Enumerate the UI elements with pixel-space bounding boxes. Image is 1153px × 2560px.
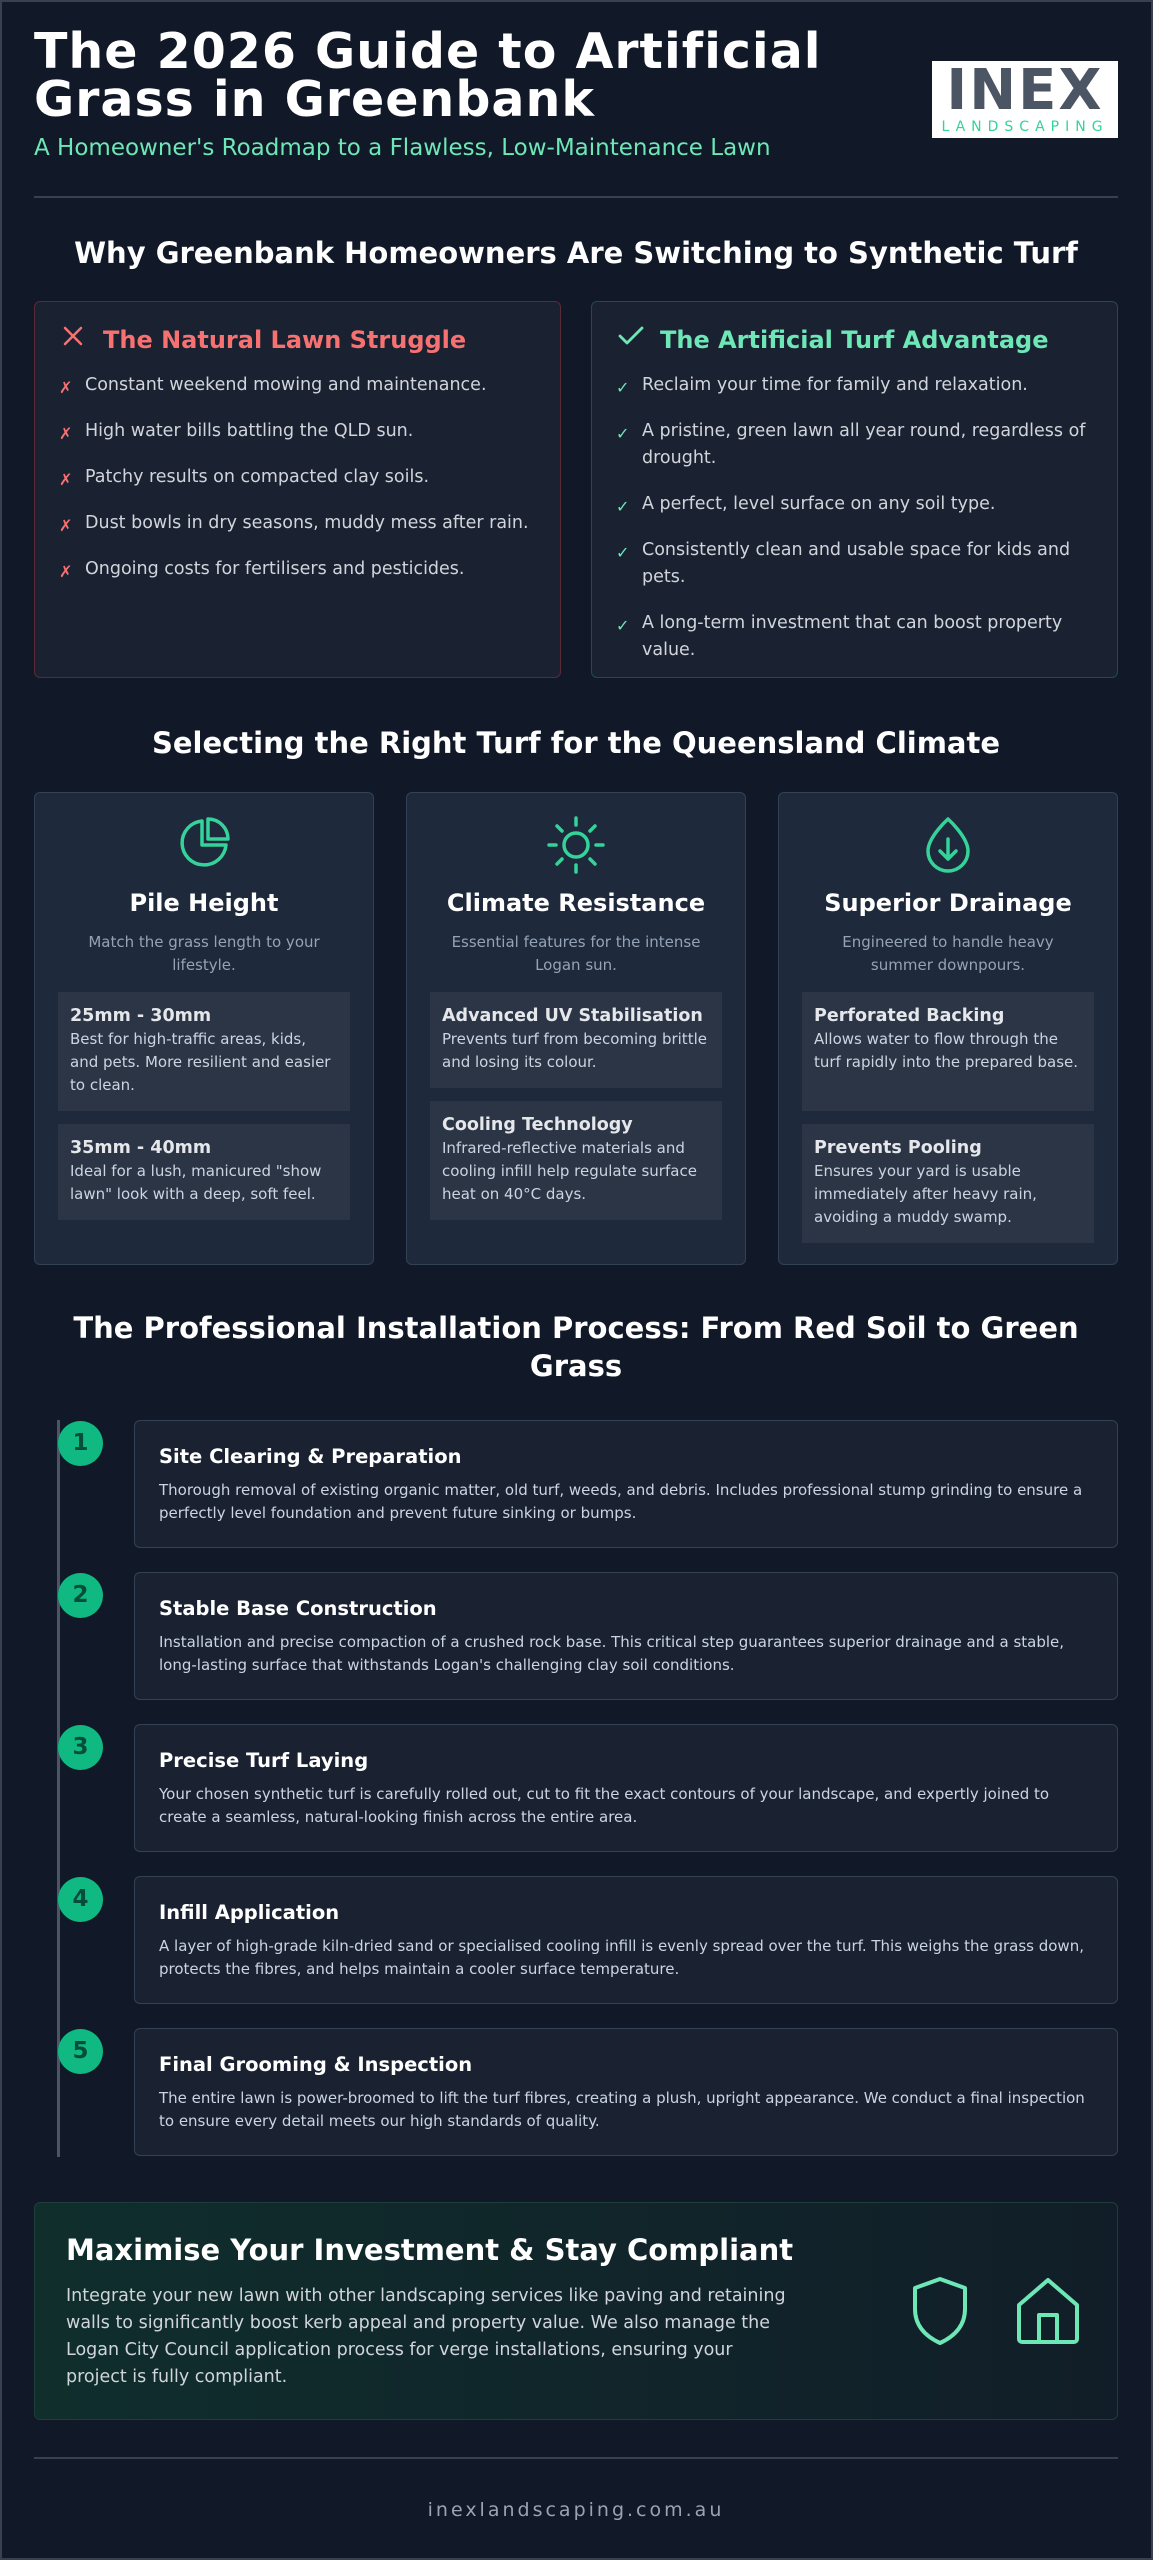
why-section-title: Why Greenbank Homeowners Are Switching to Synthetic Turf bbox=[74, 236, 1078, 270]
artificial-turf-panel bbox=[591, 301, 1118, 678]
sun-icon bbox=[407, 815, 745, 879]
list-item bbox=[616, 537, 1093, 591]
list-item bbox=[59, 510, 536, 537]
house-icon bbox=[1015, 2275, 1081, 2351]
check-mark-icon: ✓ bbox=[616, 378, 630, 397]
card-title: Climate Resistance bbox=[446, 889, 706, 917]
list-item-text: High water bills battling the QLD sun. bbox=[85, 421, 414, 441]
logo-wordmark: INEX bbox=[946, 58, 1104, 123]
step-description: Your chosen synthetic turf is carefully rolled out, cut to fit the exact contours of your landscape, and expertly joined to create a seamless, natural-looking finish across the entire area. bbox=[159, 1785, 1050, 1826]
list-item-text: Dust bowls in dry seasons, muddy mess after rain. bbox=[85, 513, 529, 533]
process-step bbox=[134, 2028, 1118, 2156]
footer-website[interactable]: inexlandscaping.com.au bbox=[427, 2499, 725, 2521]
natural-lawn-list bbox=[59, 372, 536, 602]
step-number: 3 bbox=[58, 1725, 103, 1770]
process-step bbox=[134, 1724, 1118, 1852]
option-title: 35mm - 40mm bbox=[70, 1138, 212, 1158]
option-description: Prevents turf from becoming brittle and losing its colour. bbox=[442, 1030, 707, 1071]
callout-title: Maximise Your Investment & Stay Compliant bbox=[66, 2233, 794, 2267]
list-item bbox=[616, 610, 1093, 664]
option-title: Prevents Pooling bbox=[814, 1138, 982, 1158]
option-description: Ideal for a lush, manicured "show lawn" look with a deep, soft feel. bbox=[70, 1162, 322, 1203]
option-box bbox=[58, 1124, 350, 1220]
list-item-text: Constant weekend mowing and maintenance. bbox=[85, 375, 487, 395]
option-box bbox=[802, 1124, 1094, 1243]
cross-mark-icon: ✗ bbox=[59, 424, 73, 443]
page-title: The 2026 Guide to Artificial Grass in Greenbank bbox=[34, 23, 822, 128]
process-step bbox=[134, 1572, 1118, 1700]
natural-lawn-heading-text: The Natural Lawn Struggle bbox=[103, 326, 467, 354]
turf-section-title: Selecting the Right Turf for the Queensland Climate bbox=[151, 726, 1001, 760]
option-description: Ensures your yard is usable immediately after heavy rain, avoiding a muddy swamp. bbox=[814, 1162, 1037, 1226]
card-subtitle: Essential features for the intense Logan sun. bbox=[451, 933, 701, 974]
list-item bbox=[59, 418, 536, 445]
option-description: Infrared-reflective materials and cooling infill help regulate surface heat on 40°C days. bbox=[442, 1139, 697, 1203]
card-title: Pile Height bbox=[129, 889, 279, 917]
check-icon bbox=[618, 324, 648, 354]
step-title: Stable Base Construction bbox=[159, 1597, 437, 1620]
list-item bbox=[616, 418, 1093, 472]
pile-height-card bbox=[34, 792, 374, 1265]
check-mark-icon: ✓ bbox=[616, 424, 630, 443]
natural-lawn-panel bbox=[34, 301, 561, 678]
step-number: 4 bbox=[58, 1877, 103, 1922]
step-description: Installation and precise compaction of a crushed rock base. This critical step guarantees superior drainage and a stable, long-lasting surface that withstands Logan's challenging clay soil conditions. bbox=[159, 1633, 1065, 1674]
pie-chart-icon bbox=[35, 815, 373, 875]
list-item bbox=[59, 464, 536, 491]
step-number: 1 bbox=[58, 1421, 103, 1466]
list-item-text: Patchy results on compacted clay soils. bbox=[85, 467, 430, 487]
cross-mark-icon: ✗ bbox=[59, 470, 73, 489]
natural-lawn-heading bbox=[61, 324, 466, 354]
water-drop-icon bbox=[779, 815, 1117, 877]
cross-mark-icon: ✗ bbox=[59, 516, 73, 535]
artificial-turf-heading-text: The Artificial Turf Advantage bbox=[660, 326, 1049, 354]
list-item-text: A perfect, level surface on any soil type. bbox=[642, 494, 996, 514]
list-item bbox=[59, 372, 536, 399]
inex-logo[interactable] bbox=[932, 58, 1118, 138]
x-icon bbox=[61, 324, 91, 354]
superior-drainage-card bbox=[778, 792, 1118, 1265]
process-section-title: The Professional Installation Process: From Red Soil to Green Grass bbox=[73, 1311, 1079, 1383]
header-divider bbox=[34, 196, 1118, 198]
callout-text: Integrate your new lawn with other landscaping services like paving and retaining walls to significantly boost kerb appeal and property value. We also manage the Logan City Council application process for verge installations, ensuring your project is fully compliant. bbox=[66, 2286, 786, 2387]
logo-tagline: LANDSCAPING bbox=[941, 119, 1109, 135]
process-step bbox=[134, 1876, 1118, 2004]
card-subtitle: Match the grass length to your lifestyle. bbox=[88, 933, 320, 974]
list-item bbox=[59, 556, 536, 583]
check-mark-icon: ✓ bbox=[616, 616, 630, 635]
artificial-turf-heading bbox=[618, 324, 1048, 354]
shield-icon bbox=[909, 2275, 971, 2351]
card-subtitle: Engineered to handle heavy summer downpours. bbox=[842, 933, 1054, 974]
list-item-text: Ongoing costs for fertilisers and pesticides. bbox=[85, 559, 465, 579]
option-box bbox=[430, 1101, 722, 1220]
list-item-text: A pristine, green lawn all year round, regardless of drought. bbox=[642, 421, 1086, 468]
climate-resistance-card bbox=[406, 792, 746, 1265]
page-subtitle: A Homeowner's Roadmap to a Flawless, Low-Maintenance Lawn bbox=[34, 135, 771, 161]
step-description: A layer of high-grade kiln-dried sand or specialised cooling infill is evenly spread over the turf. This weighs the grass down, protects the fibres, and helps maintain a cooler surface temperature. bbox=[159, 1937, 1084, 1978]
list-item bbox=[616, 491, 1093, 518]
list-item bbox=[616, 372, 1093, 399]
step-title: Infill Application bbox=[159, 1901, 340, 1924]
check-mark-icon: ✓ bbox=[616, 543, 630, 562]
list-item-text: A long-term investment that can boost property value. bbox=[642, 613, 1063, 660]
option-box bbox=[58, 992, 350, 1111]
footer-divider bbox=[34, 2457, 1118, 2459]
option-description: Allows water to flow through the turf rapidly into the prepared base. bbox=[814, 1030, 1079, 1071]
option-title: 25mm - 30mm bbox=[70, 1006, 212, 1026]
process-step bbox=[134, 1420, 1118, 1548]
step-description: Thorough removal of existing organic matter, old turf, weeds, and debris. Includes professional stump grinding to ensure a perfectly level foundation and prevent future sinking or bumps. bbox=[159, 1481, 1083, 1522]
step-number: 2 bbox=[58, 1573, 103, 1618]
option-title: Advanced UV Stabilisation bbox=[442, 1006, 703, 1026]
step-title: Precise Turf Laying bbox=[159, 1749, 369, 1772]
option-title: Perforated Backing bbox=[814, 1006, 1005, 1026]
investment-callout bbox=[34, 2202, 1118, 2420]
option-box bbox=[802, 992, 1094, 1111]
option-description: Best for high-traffic areas, kids, and pets. More resilient and easier to clean. bbox=[70, 1030, 331, 1094]
step-number: 5 bbox=[58, 2029, 103, 2074]
check-mark-icon: ✓ bbox=[616, 497, 630, 516]
card-title: Superior Drainage bbox=[824, 889, 1072, 917]
cross-mark-icon: ✗ bbox=[59, 562, 73, 581]
step-description: The entire lawn is power-broomed to lift the turf fibres, creating a plush, upright appearance. We conduct a final inspection to ensure every detail meets our high standards of quality. bbox=[159, 2089, 1085, 2130]
list-item-text: Reclaim your time for family and relaxation. bbox=[642, 375, 1028, 395]
option-box bbox=[430, 992, 722, 1088]
artificial-turf-list bbox=[616, 372, 1093, 683]
option-title: Cooling Technology bbox=[442, 1115, 633, 1135]
cross-mark-icon: ✗ bbox=[59, 378, 73, 397]
step-title: Final Grooming & Inspection bbox=[159, 2053, 473, 2076]
step-title: Site Clearing & Preparation bbox=[159, 1445, 462, 1468]
list-item-text: Consistently clean and usable space for kids and pets. bbox=[642, 540, 1071, 587]
